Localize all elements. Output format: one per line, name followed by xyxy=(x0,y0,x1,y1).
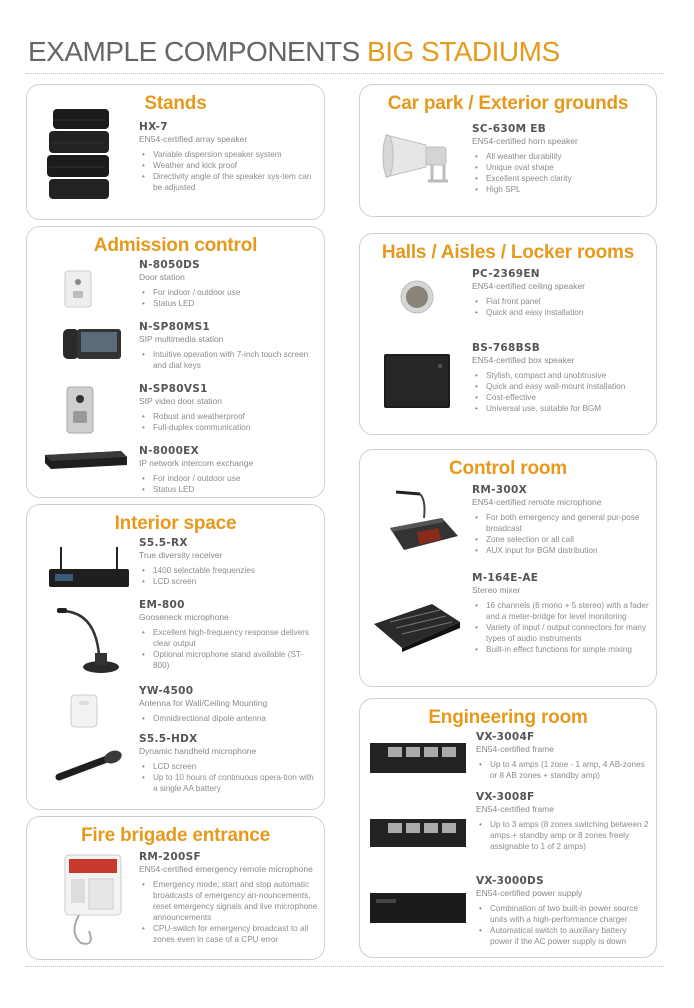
card-heading: Interior space xyxy=(114,513,237,534)
feature-item: • Intuitive operation with 7-inch touch screen and dial keys xyxy=(153,349,319,371)
feature-item: • Optional microphone stand available (ST-800) xyxy=(153,649,319,671)
feature-item: • AUX input for BGM distribution xyxy=(486,545,650,556)
feature-item: • Up to 3 amps (8 zones switching between 2 amps + standby amp or 8 zones freely assignable to 1 of 2 amps) xyxy=(490,819,650,852)
product-code: VX-3008F xyxy=(476,791,535,803)
feature-item: • Stylish, compact and unobtrusive xyxy=(486,370,650,381)
ceiling-speaker-image xyxy=(398,278,436,316)
top-divider xyxy=(26,73,664,74)
product-desc: SIP video door station xyxy=(139,396,223,406)
product-desc: Gooseneck microphone xyxy=(139,612,229,622)
remote-microphone-image xyxy=(382,488,462,558)
feature-item: • Built-in effect functions for simple mixing xyxy=(486,644,650,655)
card-heading: Fire brigade entrance xyxy=(80,825,271,846)
feature-item: • Status LED xyxy=(153,298,319,309)
emergency-remote-microphone-image xyxy=(61,853,125,949)
product-code: S5.5-HDX xyxy=(139,733,198,745)
product-n-8050ds xyxy=(139,259,319,309)
product-vx-3008f xyxy=(476,791,650,852)
feature-item: • 1400 selectable frequenzies xyxy=(153,565,319,576)
product-em-800 xyxy=(139,599,319,671)
feature-item: • Excellent speech clarity xyxy=(486,173,650,184)
product-code: N-8000EX xyxy=(139,445,200,457)
feature-item: • High SPL xyxy=(486,184,650,195)
intercom-exchange-image xyxy=(41,447,131,471)
feature-item: • Up to 10 hours of continuous opera-tion with a single AA battery xyxy=(153,772,319,794)
card-heading: Halls / Aisles / Locker rooms xyxy=(381,242,635,263)
page-title: EXAMPLE COMPONENTS BIG STADIUMS xyxy=(28,36,560,67)
product-code: VX-3004F xyxy=(476,731,535,743)
product-desc: Stereo mixer xyxy=(472,585,521,595)
page-title-accent: BIG STADIUMS xyxy=(367,36,560,67)
feature-item: • Weather and kick proof xyxy=(153,160,319,171)
frame-vx-3008f-image xyxy=(368,815,468,851)
product-code: RM-200SF xyxy=(139,851,201,863)
product-desc: EN54-certified power supply xyxy=(476,888,583,898)
product-code: VX-3000DS xyxy=(476,875,544,887)
feature-item: • Excellent high-frequency response delivers clear output xyxy=(153,627,319,649)
product-vx-3004f xyxy=(476,731,650,781)
product-pc-2369en xyxy=(472,268,650,318)
product-desc: EN54-certified remote microphone xyxy=(472,497,602,507)
product-bs-768bsb xyxy=(472,342,650,414)
product-desc: EN54-certified frame xyxy=(476,804,554,814)
feature-item: • Omnidirectional dipole antenna xyxy=(153,713,319,724)
feature-item: • Quick and easy wall-mount installation xyxy=(486,381,650,392)
product-hx-7 xyxy=(139,121,319,193)
box-speaker-image xyxy=(380,350,454,410)
card-admission-control xyxy=(26,226,325,498)
card-control-room xyxy=(359,449,657,687)
product-desc: EN54-certified ceiling speaker xyxy=(472,281,585,291)
product-desc: SIP multimedia station xyxy=(139,334,224,344)
diversity-receiver-image xyxy=(47,545,131,591)
product-desc: EN54-certified horn speaker xyxy=(472,136,578,146)
feature-item: • Up to 4 amps (1 zone - 1 amp, 4 AB-zones or 8 AB zones + standby amp) xyxy=(490,759,650,781)
bottom-divider xyxy=(26,966,664,967)
video-door-station-image xyxy=(65,385,95,435)
product-code: M-164E-AE xyxy=(472,572,539,584)
product-desc: IP network intercom exchange xyxy=(139,458,254,468)
product-code: HX-7 xyxy=(139,121,168,133)
product-n-8000ex xyxy=(139,445,319,495)
feature-item: • Cost-effective xyxy=(486,392,650,403)
feature-item: • Automatical switch to auxiliary battery power if the AC power supply is down xyxy=(490,925,650,947)
product-vx-3000ds xyxy=(476,875,650,947)
feature-item: • Universal use, suitable for BGM xyxy=(486,403,650,414)
feature-item: • Emergency mode; start and stop automatic broadcasts of emergency an-nouncements, reset emergency signals and live microphone announcements xyxy=(153,879,319,923)
product-sc-630m-eb xyxy=(472,123,650,195)
product-desc: Antenna for Wall/Ceiling Mounting xyxy=(139,698,268,708)
product-code: N-SP80MS1 xyxy=(139,321,211,333)
card-heading: Stands xyxy=(144,93,207,114)
product-code: YW-4500 xyxy=(139,685,194,697)
card-engineering-room xyxy=(359,698,657,958)
feature-item: • Variety of input / output connectors for many types of audio instruments xyxy=(486,622,650,644)
card-car-park xyxy=(359,84,657,217)
card-halls-aisles-locker-rooms xyxy=(359,233,657,435)
product-code: EM-800 xyxy=(139,599,185,611)
product-desc: EN54-certified frame xyxy=(476,744,554,754)
product-n-sp80vs1 xyxy=(139,383,319,433)
card-stands xyxy=(26,84,325,220)
horn-speaker-image xyxy=(380,125,460,187)
product-s5-5-hdx xyxy=(139,733,319,794)
feature-item: • LCD screen xyxy=(153,761,319,772)
product-code: RM-300X xyxy=(472,484,528,496)
card-heading: Engineering room xyxy=(428,707,588,728)
feature-item: • Quick and easy installation xyxy=(486,307,650,318)
card-interior-space xyxy=(26,504,325,810)
product-n-sp80ms1 xyxy=(139,321,319,371)
product-desc: Dynamic handheld microphone xyxy=(139,746,257,756)
feature-item: • Variable dispersion speaker system xyxy=(153,149,319,160)
product-desc: EN54-certified array speaker xyxy=(139,134,248,144)
array-speaker-image xyxy=(45,105,121,201)
product-code: PC-2369EN xyxy=(472,268,540,280)
feature-item: • Robust and weatherproof xyxy=(153,411,319,422)
door-station-image xyxy=(63,269,93,309)
product-code: S5.5-RX xyxy=(139,537,188,549)
product-s5-5-rx xyxy=(139,537,319,587)
handheld-microphone-image xyxy=(51,749,127,783)
product-code: BS-768BSB xyxy=(472,342,541,354)
product-yw-4500 xyxy=(139,685,319,724)
stereo-mixer-image xyxy=(370,600,464,652)
feature-item: • LCD screen xyxy=(153,576,319,587)
feature-item: • 16 channels (6 mono + 5 stereo) with a fader and a meter-bridge for level monitoring xyxy=(486,600,650,622)
feature-item: • For indoor / outdoor use xyxy=(153,473,319,484)
feature-item: • For both emergency and general pur-pose broadcast xyxy=(486,512,650,534)
product-code: N-8050DS xyxy=(139,259,201,271)
product-rm-300x xyxy=(472,484,650,556)
multimedia-station-image xyxy=(59,325,123,363)
feature-item: • For indoor / outdoor use xyxy=(153,287,319,298)
product-desc: True diversity receiver xyxy=(139,550,223,560)
frame-vx-3004f-image xyxy=(368,739,468,777)
feature-item: • Status LED xyxy=(153,484,319,495)
feature-item: • Flat front panel xyxy=(486,296,650,307)
product-rm-200sf xyxy=(139,851,319,945)
feature-item: • Directivity angle of the speaker sys-tem can be adjusted xyxy=(153,171,319,193)
product-desc: EN54-certified emergency remote microphone xyxy=(139,864,313,874)
feature-item: • CPU-switch for emergency broadcast to all zones even in case of a CPU error xyxy=(153,923,319,945)
feature-item: • Combination of two built-in power source units with a high-performance charger xyxy=(490,903,650,925)
product-code: N-SP80VS1 xyxy=(139,383,208,395)
product-code: SC-630M EB xyxy=(472,123,547,135)
power-supply-image xyxy=(368,889,468,927)
antenna-image xyxy=(67,691,101,731)
product-desc: EN54-certified box speaker xyxy=(472,355,575,365)
feature-item: • All weather durability xyxy=(486,151,650,162)
card-heading: Car park / Exterior grounds xyxy=(387,93,629,114)
product-m-164e-ae xyxy=(472,572,650,655)
card-heading: Control room xyxy=(449,458,567,479)
card-heading: Admission control xyxy=(93,235,258,256)
product-desc: Door station xyxy=(139,272,185,282)
card-fire-brigade-entrance xyxy=(26,816,325,960)
feature-item: • Zone selection or all call xyxy=(486,534,650,545)
gooseneck-microphone-image xyxy=(55,605,127,677)
feature-item: • Unique oval shape xyxy=(486,162,650,173)
feature-item: • Full-duplex communication xyxy=(153,422,319,433)
